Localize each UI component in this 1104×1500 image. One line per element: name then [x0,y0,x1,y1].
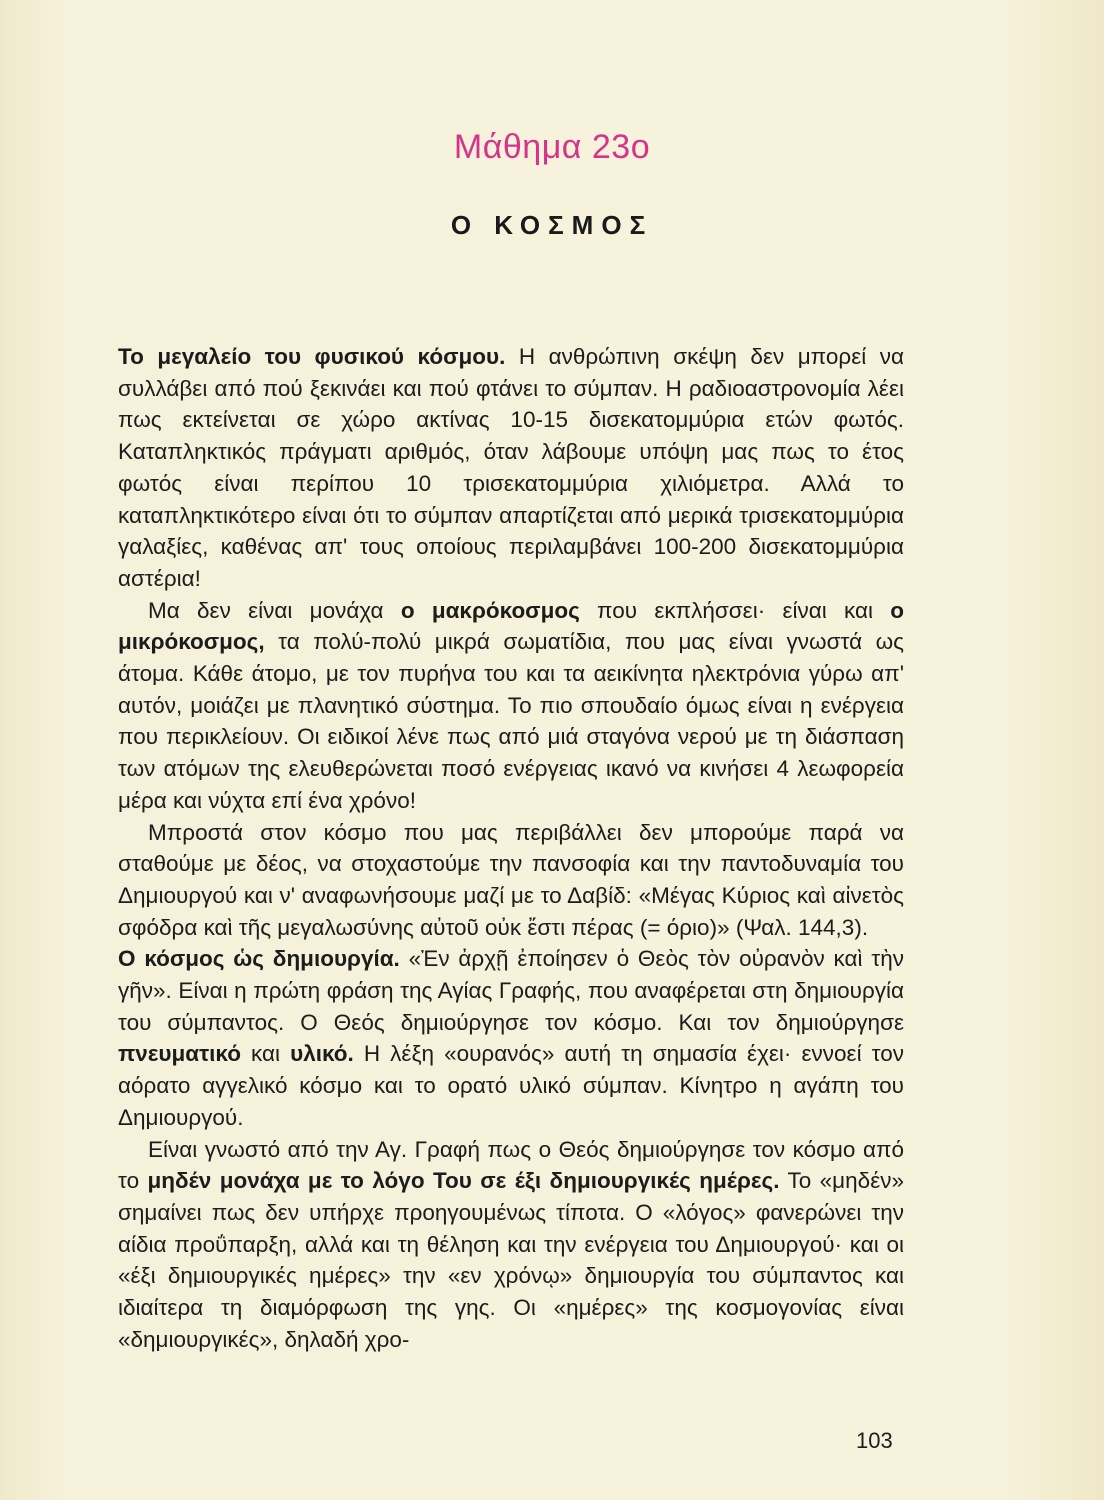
emphasis-spiritual: πνευματικό [118,1041,241,1067]
emphasis-macrocosm: ο μακρόκοσμος [400,597,580,623]
chapter-title: Ο ΚΟΣΜΟΣ [450,210,654,240]
paragraph-six-days [118,1134,904,1356]
emphasis-material: υλικό. [290,1041,354,1067]
paragraph-text: Μα δεν είναι μονάχα [148,597,401,623]
paragraph-creation [118,943,904,1133]
lesson-title: Μάθημα 23ο [453,128,651,166]
paragraph-text: και [240,1041,291,1067]
paragraph-text: Το «μηδέν» σημαίνει πως δεν υπήρχε προηγουμένως τίποτα. Ο «λόγος» φανερώνει την αίδια προΰπαρξη, αλλά και τη θέληση και την ενέργεια του Δημιουργού· και οι «έξι δημιουργικές ημέρες» την «εν χρόνῳ» δημιουργία του σύμπαντος και ιδιαίτερα τη διαμόρφωση της γης. Οι «ημέρες» της κοσμογονίας είναι «δημιουργικές», δηλαδή χρο- [118,1168,904,1352]
paragraph-text: Η λέξη «ουρανός» αυτή τη σημασία έχει· εννοεί τον αόρατο αγγελικό κόσμο και το ορατό υλικό σύμπαν. Κίνητρο η αγάπη του Δημιουργού. [118,1041,904,1130]
paragraph-text: «Ἐν ἀρχῇ ἐποίησεν ὁ Θεὸς τὸν οὐρανὸν καὶ τὴν γῆν». Είναι η πρώτη φράση της Αγίας Γραφής, που αναφέρεται στη δημιουργία του σύμπαντος. Ο Θεός δημιούργησε τον κόσμο. Και τον δημιούργησε [118,946,904,1035]
paragraph-text: που εκπλήσσει· είναι και [579,597,891,623]
body-text [118,341,904,1356]
paragraph-heading: Ο κόσμος ὡς δημιουργία. [118,946,400,972]
emphasis-microcosm: ο μικρόκοσμος, [118,597,904,655]
paragraph-text: Είναι γνωστό από την Αγ. Γραφή πως ο Θεός δημιούργησε τον κόσμο από το [118,1136,904,1194]
paragraph-text: Η ανθρώπινη σκέψη δεν μπορεί να συλλάβει από πού ξεκινάει και πού φτάνει το σύμπαν. Η ραδιοαστρονομία λέει πως εκτείνεται σε χώρο ακτίνας 10-15 δισεκατομμύρια ετών φωτός. Καταπληκτικός πράγματι αριθμός, όταν λάβουμε υπόψη μας πως το έτος φωτός είναι περίπου 10 τρισεκατομμύρια χιλιόμετρα. Αλλά το καταπληκτικότερο είναι ότι το σύμπαν απαρτίζεται από μερικά τρισεκατομμύρια γαλαξίες, καθένας απ' τους οποίους περιλαμβάνει 100-200 δισεκατομμύρια αστέρια! [118,344,904,591]
paragraph-macrocosm-microcosm [118,595,904,817]
paragraph-text: Μπροστά στον κόσμο που μας περιβάλλει δεν μπορούμε παρά να σταθούμε με δέος, να στοχαστούμε την πανσοφία και την παντοδυναμία του Δημιουργού και ν' αναφωνήσουμε μαζί με το Δαβίδ: «Μέγας Κύριος καὶ αἰνετὸς σφόδρα καὶ τῆς μεγαλωσύνης αὐτοῦ οὐκ ἔστι πέρας (= όριο)» (Ψαλ. 144,3). [118,819,904,940]
paragraph-awe [118,817,904,944]
emphasis-six-days: μηδέν μονάχα με το λόγο Του σε έξι δημιουργικές ημέρες. [147,1168,780,1194]
paragraph-natural-world [118,341,904,595]
paragraph-heading: Το μεγαλείο του φυσικού κόσμου. [118,344,506,369]
paragraph-text: τα πολύ-πολύ μικρά σωματίδια, που μας είναι γνωστά ως άτομα. Κάθε άτομο, με τον πυρήνα του και τα αεικίνητα ηλεκτρόνια γύρω απ' αυτόν, μοιάζει με πλανητικό σύστημα. Το πιο σπουδαίο όμως είναι η ενέργεια που περικλείουν. Οι ειδικοί λένε πως από μιά σταγόνα νερού με τη διάσπαση των ατόμων της ελευθερώνεται ποσό ενέργειας ικανό να κινήσει 4 λεωφορεία μέρα και νύχτα επί ένα χρόνο! [118,629,904,813]
page-number: 103 [856,1428,893,1453]
